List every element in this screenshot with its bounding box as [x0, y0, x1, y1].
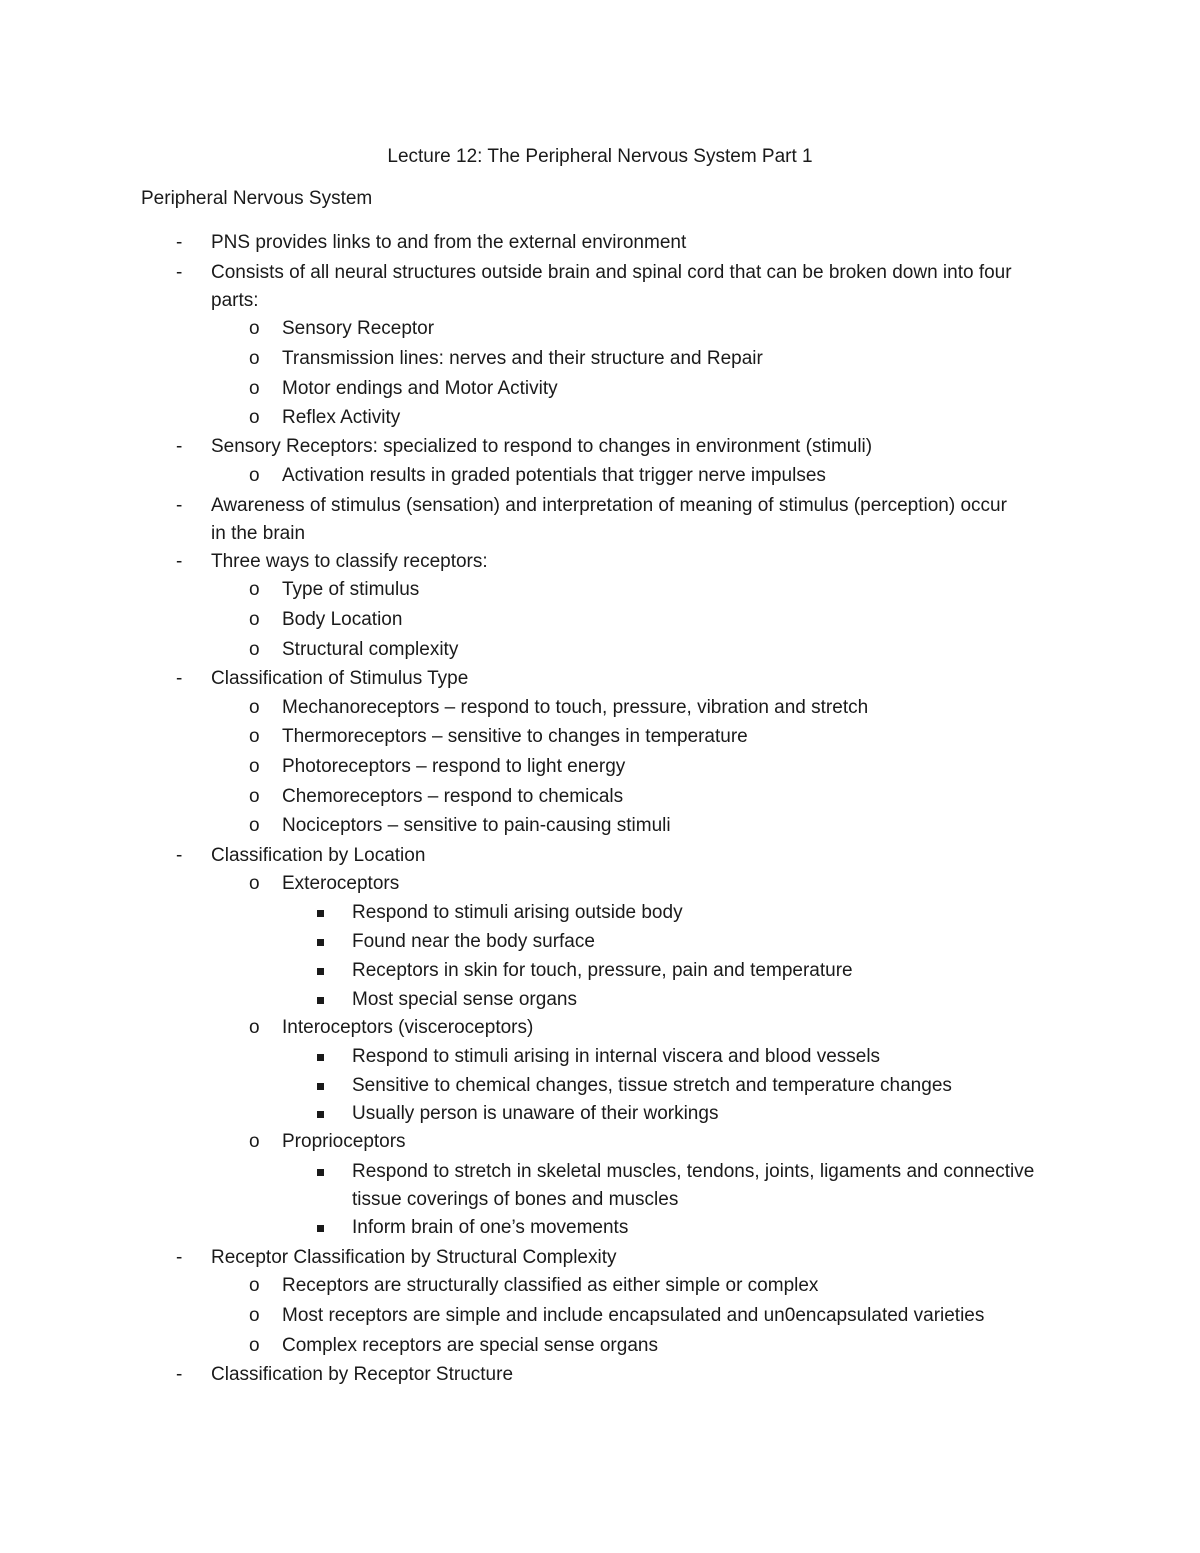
- sub-list-item: Thermoreceptors – sensitive to changes in temperature: [282, 726, 748, 747]
- sub-list-item: Activation results in graded potentials that trigger nerve impulses: [282, 465, 826, 486]
- dash-bullet: -: [176, 845, 183, 866]
- circle-bullet: o: [249, 465, 260, 486]
- list-item: Three ways to classify receptors:: [211, 551, 488, 572]
- square-bullet: [317, 1083, 324, 1090]
- sub-list-item: Exteroceptors: [282, 873, 400, 894]
- sub-sub-list-item: Most special sense organs: [352, 989, 577, 1010]
- square-bullet: [317, 939, 324, 946]
- sub-list-item: Structural complexity: [282, 639, 459, 660]
- sub-list-item: Motor endings and Motor Activity: [282, 378, 558, 399]
- circle-bullet: o: [249, 407, 260, 428]
- circle-bullet: o: [249, 1017, 260, 1038]
- square-bullet: [317, 1169, 324, 1176]
- circle-bullet: o: [249, 1305, 260, 1326]
- sub-sub-list-item: Usually person is unaware of their workings: [352, 1103, 719, 1124]
- dash-bullet: -: [176, 262, 183, 283]
- circle-bullet: o: [249, 609, 260, 630]
- circle-bullet: o: [249, 873, 260, 894]
- circle-bullet: o: [249, 726, 260, 747]
- list-item: Classification of Stimulus Type: [211, 668, 469, 689]
- sub-list-item: Transmission lines: nerves and their structure and Repair: [282, 348, 763, 369]
- circle-bullet: o: [249, 697, 260, 718]
- sub-list-item: Photoreceptors – respond to light energy: [282, 756, 626, 777]
- list-item-continuation: in the brain: [211, 523, 306, 544]
- dash-bullet: -: [176, 232, 183, 253]
- circle-bullet: o: [249, 579, 260, 600]
- dash-bullet: -: [176, 1247, 183, 1268]
- list-item: Classification by Location: [211, 845, 426, 866]
- document-title: Lecture 12: The Peripheral Nervous System Part 1: [387, 146, 813, 167]
- list-item: Consists of all neural structures outside brain and spinal cord that can be broken down into four: [211, 262, 1012, 283]
- dash-bullet: -: [176, 551, 183, 572]
- sub-list-item: Complex receptors are special sense organs: [282, 1335, 658, 1356]
- sub-sub-list-item: Receptors in skin for touch, pressure, pain and temperature: [352, 960, 853, 981]
- sub-list-item: Interoceptors (visceroceptors): [282, 1017, 534, 1038]
- dash-bullet: -: [176, 1364, 183, 1385]
- sub-list-item: Nociceptors – sensitive to pain-causing stimuli: [282, 815, 671, 836]
- square-bullet: [317, 1111, 324, 1118]
- sub-list-item: Chemoreceptors – respond to chemicals: [282, 786, 624, 807]
- sub-list-item: Type of stimulus: [282, 579, 420, 600]
- list-item: Awareness of stimulus (sensation) and interpretation of meaning of stimulus (perception) occur: [211, 495, 1007, 516]
- circle-bullet: o: [249, 1131, 260, 1152]
- circle-bullet: o: [249, 639, 260, 660]
- circle-bullet: o: [249, 786, 260, 807]
- circle-bullet: o: [249, 318, 260, 339]
- sub-list-item: Most receptors are simple and include encapsulated and un0encapsulated varieties: [282, 1305, 985, 1326]
- square-bullet: [317, 1225, 324, 1232]
- sub-list-item: Sensory Receptor: [282, 318, 435, 339]
- dash-bullet: -: [176, 436, 183, 457]
- list-item-continuation: parts:: [211, 290, 259, 311]
- list-item: PNS provides links to and from the external environment: [211, 232, 687, 253]
- circle-bullet: o: [249, 348, 260, 369]
- sub-list-item: Reflex Activity: [282, 407, 401, 428]
- list-item: Classification by Receptor Structure: [211, 1364, 514, 1385]
- circle-bullet: o: [249, 756, 260, 777]
- circle-bullet: o: [249, 815, 260, 836]
- sub-list-item: Mechanoreceptors – respond to touch, pressure, vibration and stretch: [282, 697, 869, 718]
- dash-bullet: -: [176, 668, 183, 689]
- circle-bullet: o: [249, 378, 260, 399]
- sub-sub-list-item-continuation: tissue coverings of bones and muscles: [352, 1189, 679, 1210]
- square-bullet: [317, 968, 324, 975]
- list-item: Sensory Receptors: specialized to respond to changes in environment (stimuli): [211, 436, 873, 457]
- sub-sub-list-item: Respond to stretch in skeletal muscles, tendons, joints, ligaments and connective: [352, 1161, 1035, 1182]
- sub-list-item: Body Location: [282, 609, 403, 630]
- section-heading: Peripheral Nervous System: [141, 188, 373, 209]
- circle-bullet: o: [249, 1335, 260, 1356]
- sub-sub-list-item: Found near the body surface: [352, 931, 595, 952]
- square-bullet: [317, 997, 324, 1004]
- sub-list-item: Proprioceptors: [282, 1131, 406, 1152]
- sub-sub-list-item: Inform brain of one’s movements: [352, 1217, 629, 1238]
- sub-sub-list-item: Respond to stimuli arising outside body: [352, 902, 683, 923]
- dash-bullet: -: [176, 495, 183, 516]
- list-item: Receptor Classification by Structural Complexity: [211, 1247, 617, 1268]
- square-bullet: [317, 1054, 324, 1061]
- sub-list-item: Receptors are structurally classified as either simple or complex: [282, 1275, 819, 1296]
- square-bullet: [317, 910, 324, 917]
- circle-bullet: o: [249, 1275, 260, 1296]
- sub-sub-list-item: Sensitive to chemical changes, tissue stretch and temperature changes: [352, 1075, 952, 1096]
- sub-sub-list-item: Respond to stimuli arising in internal viscera and blood vessels: [352, 1046, 881, 1067]
